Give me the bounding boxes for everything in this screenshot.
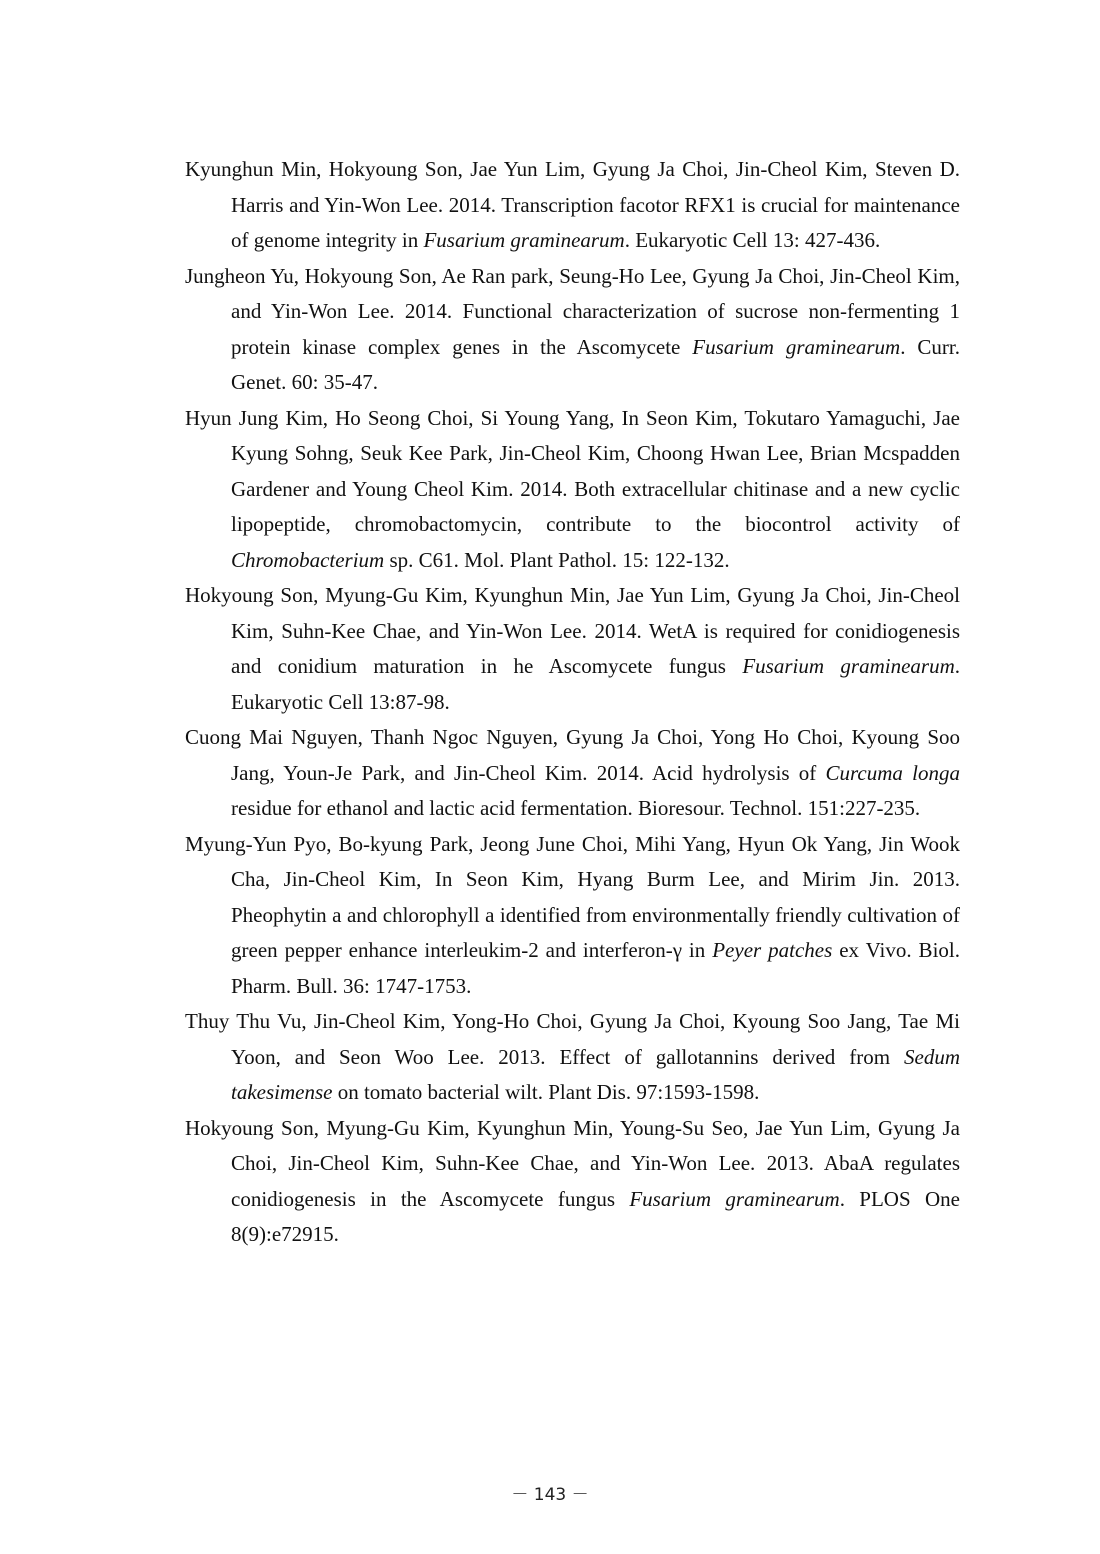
reference-entry: [185, 1111, 960, 1253]
reference-text: Hokyoung Son, Myung-Gu Kim, Kyunghun Min, Young-Su Seo, Jae Yun Lim, Gyung Ja Choi, Jin-Cheol Kim, Suhn-Kee Chae, and Yin-Won Lee. 2013. AbaA regulates conidiogenesis in the Ascomycete fungus: [185, 1115, 960, 1211]
reference-species-italic: Peyer patches: [712, 938, 833, 962]
reference-species-italic: Fusarium graminearum: [742, 654, 955, 678]
page-number: － 143 －: [511, 1485, 589, 1505]
reference-entry: [185, 259, 960, 401]
reference-species-italic: Sedum takesimense: [231, 1044, 960, 1104]
reference-entry: [185, 401, 960, 579]
reference-text: Kyunghun Min, Hokyoung Son, Jae Yun Lim, Gyung Ja Choi, Jin-Cheol Kim, Steven D. Harris and Yin-Won Lee. 2014. Transcription facotor RFX1 is crucial for maintenance of genome integrity in: [185, 157, 960, 252]
reference-text: Thuy Thu Vu, Jin-Cheol Kim, Yong-Ho Choi, Gyung Ja Choi, Kyoung Soo Jang, Tae Mi Yoon, and Seon Woo Lee. 2013. Effect of gallotannins derived from: [185, 1009, 960, 1069]
reference-text: on tomato bacterial wilt. Plant Dis. 97:1593-1598.: [332, 1080, 760, 1104]
reference-list: [185, 152, 960, 1253]
reference-species-italic: Fusarium graminearum: [692, 334, 901, 359]
reference-text: Myung-Yun Pyo, Bo-kyung Park, Jeong June Choi, Mihi Yang, Hyun Ok Yang, Jin Wook Cha, Jin-Cheol Kim, In Seon Kim, Hyang Burm Lee, and Mirim Jin. 2013. Pheophytin a and chlorophyll a identified from environmentally friendly cultivation of green pepper enhance interleukim-2 and interferon-γ in: [185, 831, 960, 962]
reference-text: Hokyoung Son, Myung-Gu Kim, Kyunghun Min, Jae Yun Lim, Gyung Ja Choi, Jin-Cheol Kim, Suhn-Kee Chae, and Yin-Won Lee. 2014. WetA is required for conidiogenesis and conidium maturation in he Ascomycete fungus: [185, 583, 960, 678]
reference-entry: [185, 720, 960, 827]
reference-species-italic: Fusarium graminearum: [629, 1186, 840, 1211]
reference-entry: [185, 827, 960, 1005]
reference-text: . Eukaryotic Cell 13: 427-436.: [624, 228, 881, 252]
reference-text: sp. C61. Mol. Plant Pathol. 15: 122-132.: [384, 547, 730, 572]
reference-entry: [185, 578, 960, 720]
reference-text: . Eukaryotic Cell 13:87-98.: [231, 654, 960, 714]
reference-entry: [185, 1004, 960, 1111]
reference-entry: [185, 152, 960, 259]
reference-text: . PLOS One 8(9):e72915.: [231, 1186, 960, 1246]
reference-text: Hyun Jung Kim, Ho Seong Choi, Si Young Yang, In Seon Kim, Tokutaro Yamaguchi, Jae Kyung Sohng, Seuk Kee Park, Jin-Cheol Kim, Choong Hwan Lee, Brian Mcspadden Gardener and Young Cheol Kim. 2014. Both extracellular chitinase and a new cyclic lipopeptide, chromobactomycin, contribute to the biocontrol activity of: [185, 405, 960, 536]
reference-species-italic: Chromobacterium: [231, 547, 385, 572]
reference-text: Jungheon Yu, Hokyoung Son, Ae Ran park, Seung-Ho Lee, Gyung Ja Choi, Jin-Cheol Kim, and Yin-Won Lee. 2014. Functional characterization of sucrose non-fermenting 1 protein kinase complex genes in the Ascomycete: [185, 263, 960, 359]
reference-text: residue for ethanol and lactic acid fermentation. Bioresour. Technol. 151:227-235.: [231, 796, 921, 820]
reference-text: Cuong Mai Nguyen, Thanh Ngoc Nguyen, Gyung Ja Choi, Yong Ho Choi, Kyoung Soo Jang, Youn-Je Park, and Jin-Cheol Kim. 2014. Acid hydrolysis of: [185, 725, 960, 785]
reference-species-italic: Fusarium graminearum: [423, 228, 625, 252]
reference-text: ex Vivo. Biol. Pharm. Bull. 36: 1747-1753.: [231, 938, 960, 998]
reference-text: . Curr. Genet. 60: 35-47.: [231, 334, 960, 394]
reference-species-italic: Curcuma longa: [825, 760, 960, 785]
